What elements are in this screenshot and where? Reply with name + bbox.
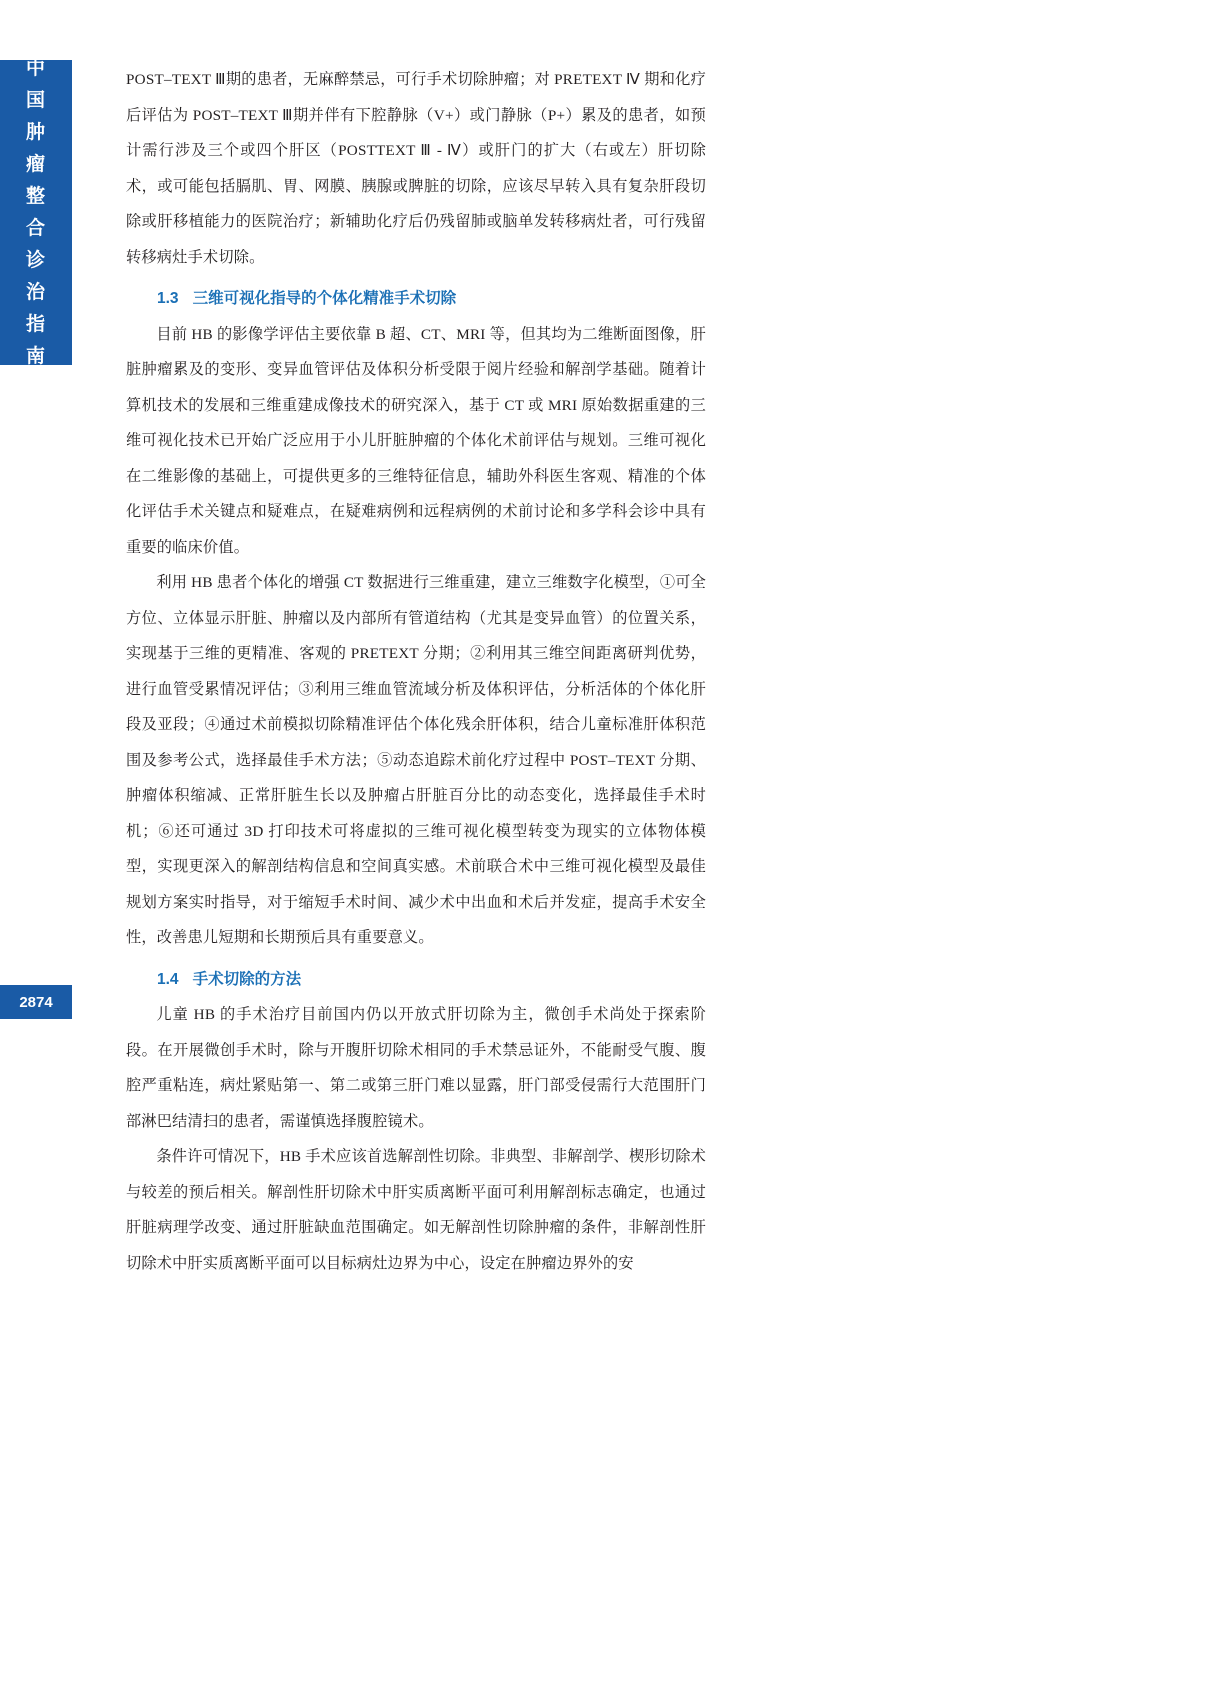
sidebar-char: 肿 <box>25 121 46 143</box>
sidebar-char: 合 <box>25 217 46 239</box>
sidebar-char: 中 <box>25 57 46 79</box>
sidebar-char: 诊 <box>25 249 46 271</box>
paragraph: 儿童 HB 的手术治疗目前国内仍以开放式肝切除为主，微创手术尚处于探索阶段。在开展微创手术时，除与开腹肝切除术相同的手术禁忌证外，不能耐受气腹、腹腔严重粘连，病灶紧贴第一、第二或第三肝门难以显露，肝门部受侵需行大范围肝门部淋巴结清扫的患者，需谨慎选择腹腔镜术。 <box>126 1006 706 1130</box>
section-title: 手术切除的方法 <box>192 970 302 988</box>
article-body <box>126 62 706 1281</box>
section-number: 1.3 <box>157 290 179 307</box>
paragraph: 目前 HB 的影像学评估主要依靠 B 超、CT、MRI 等，但其均为二维断面图像，肝脏肿瘤累及的变形、变异血管评估及体积分析受限于阅片经验和解剖学基础。随着计算机技术的发展和三维重建成像技术的研究深入，基于 CT 或 MRI 原始数据重建的三维可视化技术已开始广泛应用于小儿肝脏肿瘤的个体化术前评估与规划。三维可视化在二维影像的基础上，可提供更多的三维特征信息，辅助外科医生客观、精准的个体化评估手术关键点和疑难点，在疑难病例和远程病例的术前讨论和多学科会诊中具有重要的临床价值。 <box>126 325 706 556</box>
section-title: 三维可视化指导的个体化精准手术切除 <box>192 290 457 307</box>
paragraph: 条件许可情况下，HB 手术应该首选解剖性切除。非典型、非解剖学、楔形切除术与较差的预后相关。解剖性肝切除术中肝实质离断平面可利用解剖标志确定，也通过肝脏病理学改变、通过肝脏缺血范围确定。如无解剖性切除肿瘤的条件，非解剖性肝切除术中肝实质离断平面可以目标病灶边界为中心，设定在肿瘤边界外的安 <box>126 1148 706 1272</box>
page-number: 2874 <box>0 985 72 1019</box>
sidebar-char: 瘤 <box>25 153 46 175</box>
section-heading-1-3 <box>126 281 706 317</box>
sidebar-char: 整 <box>25 185 46 207</box>
paragraph: POST–TEXT Ⅲ期的患者，无麻醉禁忌，可行手术切除肿瘤；对 PRETEXT Ⅳ 期和化疗后评估为 POST–TEXT Ⅲ期并伴有下腔静脉（V+）或门静脉（P+）累及的患者，如预计需行涉及三个或四个肝区（POSTTEXT Ⅲ - Ⅳ）或肝门的扩大（右或左）肝切除术，或可能包括膈肌、胃、网膜、胰腺或脾脏的切除，应该尽早转入具有复杂肝段切除或肝移植能力的医院治疗；新辅助化疗后仍残留肺或脑单发转移病灶者，可行残留转移病灶手术切除。 <box>126 71 706 266</box>
sidebar-char: 治 <box>25 281 46 303</box>
paragraph: 利用 HB 患者个体化的增强 CT 数据进行三维重建，建立三维数字化模型，①可全方位、立体显示肝脏、肿瘤以及内部所有管道结构（尤其是变异血管）的位置关系，实现基于三维的更精准、客观的 PRETEXT 分期；②利用其三维空间距离研判优势，进行血管受累情况评估；③利用三维血管流域分析及体积评估，分析活体的个体化肝段及亚段；④通过术前模拟切除精准评估个体化残余肝体积，结合儿童标准肝体积范围及参考公式，选择最佳手术方法；⑤动态追踪术前化疗过程中 POST–TEXT 分期、肿瘤体积缩减、正常肝脏生长以及肿瘤占肝脏百分比的动态变化，选择最佳手术时机；⑥还可通过 3D 打印技术可将虚拟的三维可视化模型转变为现实的立体物体模型，实现更深入的解剖结构信息和空间真实感。术前联合术中三维可视化模型及最佳规划方案实时指导，对于缩短手术时间、减少术中出血和术后并发症，提高手术安全性，改善患儿短期和长期预后具有重要意义。 <box>126 574 706 946</box>
sidebar-char: 国 <box>25 89 46 111</box>
sidebar-journal-tab <box>0 57 72 367</box>
section-number: 1.4 <box>157 970 179 988</box>
sidebar-char: 南 <box>25 345 46 367</box>
section-heading-1-4 <box>126 962 706 998</box>
sidebar-char: 指 <box>25 313 46 335</box>
